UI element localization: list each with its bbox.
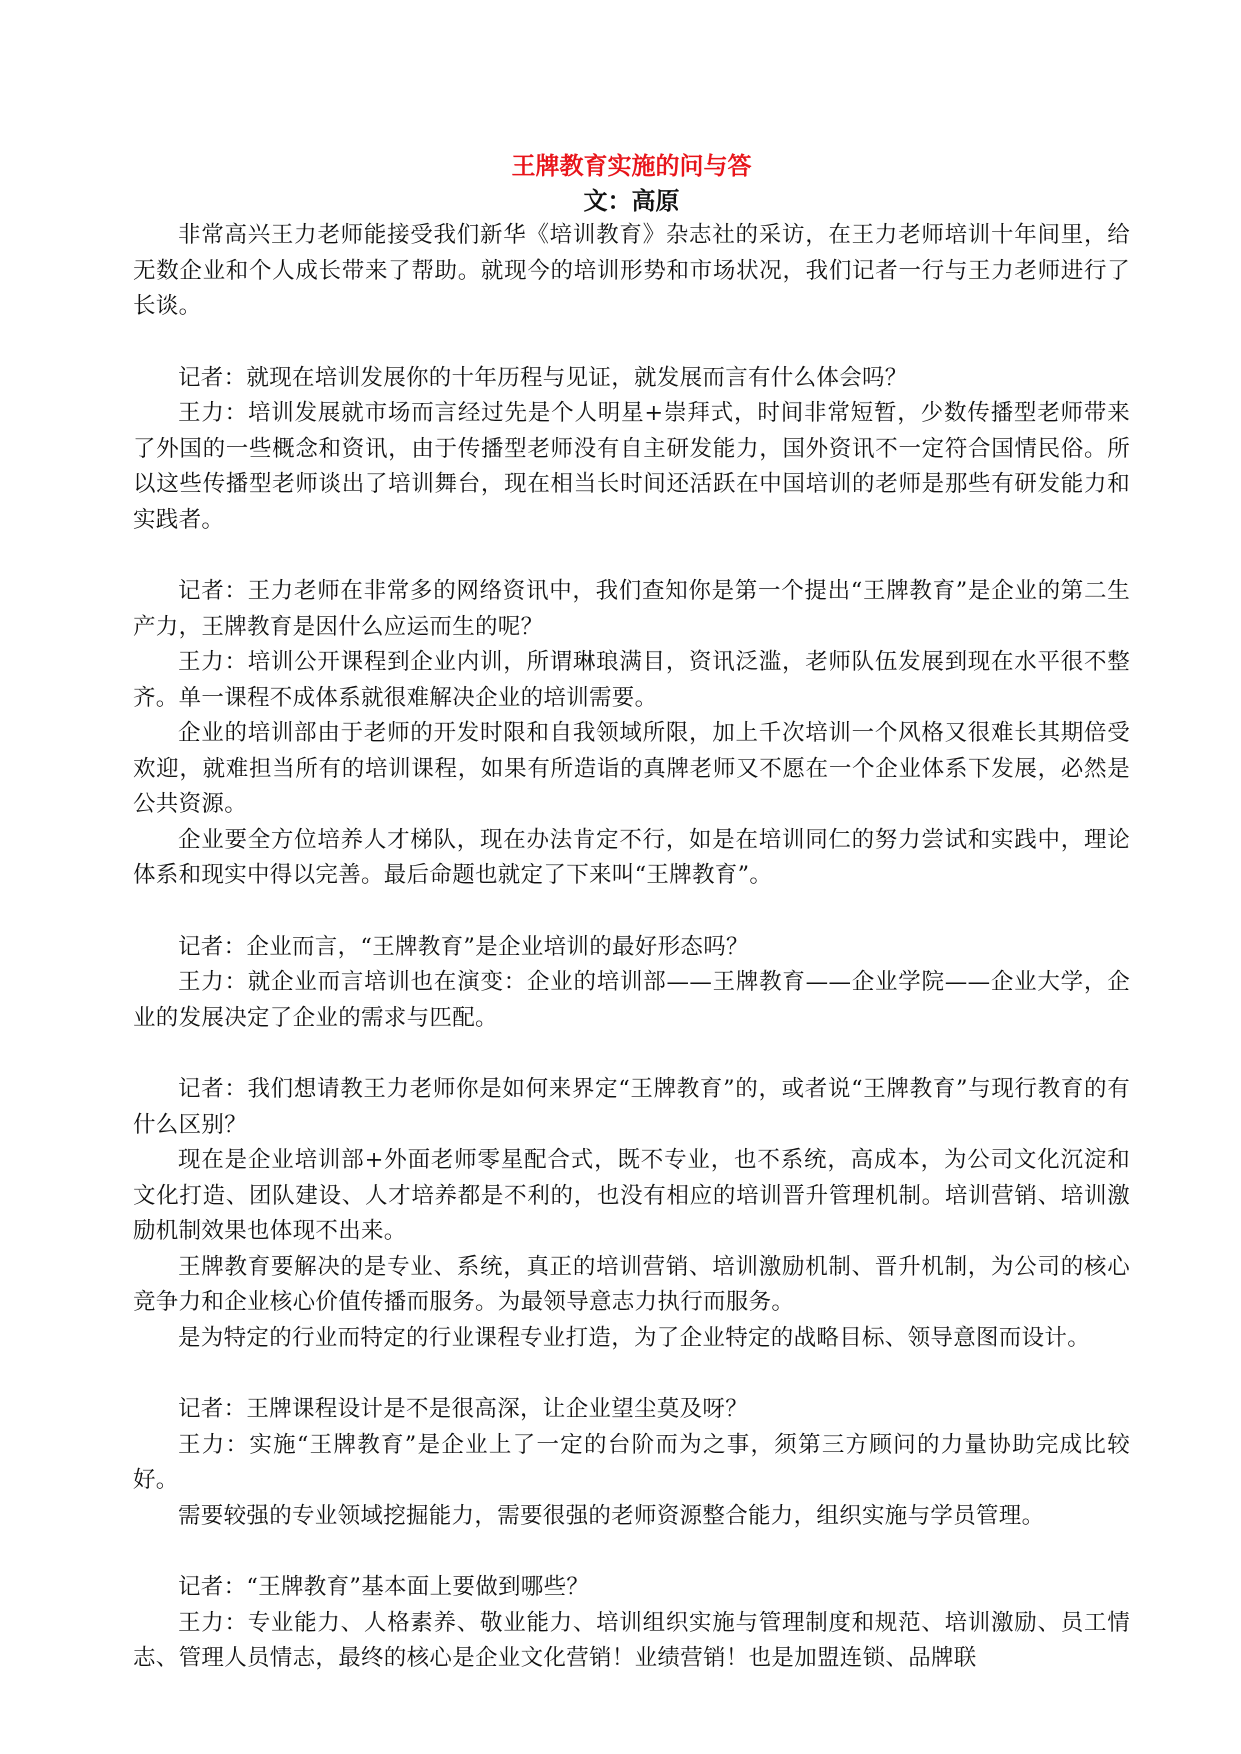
- question-paragraph: 记者：就现在培训发展你的十年历程与见证，就发展而言有什么体会吗？: [178, 364, 908, 391]
- question-paragraph: 记者：王力老师在非常多的网络资讯中，我们查知你是第一个提出“王牌教育”是企业的第二生产力，王牌教育是因什么应运而生的呢？: [133, 578, 1130, 640]
- section-qa-6: [133, 1570, 1130, 1677]
- section-intro: [133, 218, 1130, 325]
- answer-paragraph: 王力：就企业而言培训也在演变：企业的培训部——王牌教育——企业学院——企业大学，企业的发展决定了企业的需求与匹配。: [133, 969, 1130, 1031]
- document-page: [133, 148, 1130, 1677]
- answer-paragraph: 王力：专业能力、人格素养、敬业能力、培训组织实施与管理制度和规范、培训激励、员工情志、管理人员情志，最终的核心是企业文化营销！业绩营销！也是加盟连锁、品牌联: [133, 1609, 1130, 1671]
- section-qa-5: [133, 1392, 1130, 1534]
- section-qa-1: [133, 361, 1130, 539]
- question-paragraph: 记者：“王牌教育”基本面上要做到哪些？: [178, 1574, 590, 1600]
- article-author: 文：高原: [583, 186, 680, 215]
- question-paragraph: 记者：我们想请教王力老师你是如何来界定“王牌教育”的，或者说“王牌教育”与现行教育的有什么区别？: [133, 1076, 1130, 1138]
- answer-paragraph: 王牌教育要解决的是专业、系统，真正的培训营销、培训激励机制、晋升机制，为公司的核心竞争力和企业核心价值传播而服务。为最领导意志力执行而服务。: [133, 1253, 1130, 1315]
- answer-paragraph: 王力：培训发展就市场而言经过先是个人明星+崇拜式，时间非常短暂，少数传播型老师带来了外国的一些概念和资讯，由于传播型老师没有自主研发能力，国外资讯不一定符合国情民俗。所以这些传播型老师谈出了培训舞台，现在相当长时间还活跃在中国培训的老师是那些有研发能力和实践者。: [133, 400, 1130, 533]
- answer-paragraph: 王力：实施“王牌教育”是企业上了一定的台阶而为之事，须第三方顾问的力量协助完成比较好。: [133, 1431, 1130, 1493]
- answer-paragraph: 是为特定的行业而特定的行业课程专业打造，为了企业特定的战略目标、领导意图而设计。: [178, 1324, 1091, 1351]
- answer-paragraph: 需要较强的专业领域挖掘能力，需要很强的老师资源整合能力，组织实施与学员管理。: [178, 1502, 1045, 1529]
- answer-paragraph: 现在是企业培训部+外面老师零星配合式，既不专业，也不系统，高成本，为公司文化沉淀和文化打造、团队建设、人才培养都是不利的，也没有相应的培训晋升管理机制。培训营销、培训激励机制效果也体现不出来。: [133, 1147, 1130, 1244]
- article-title: 王牌教育实施的问与答: [511, 151, 752, 180]
- section-qa-4: [133, 1072, 1130, 1356]
- section-qa-3: [133, 930, 1130, 1037]
- question-paragraph: 记者：企业而言，“王牌教育”是企业培训的最好形态吗？: [178, 933, 749, 960]
- answer-paragraph: 企业的培训部由于老师的开发时限和自我领域所限，加上千次培训一个风格又很难长其期倍受欢迎，就难担当所有的培训课程，如果有所造诣的真牌老师又不愿在一个企业体系下发展，必然是公共资源。: [133, 720, 1130, 817]
- answer-paragraph: 企业要全方位培养人才梯队，现在办法肯定不行，如是在培训同仁的努力尝试和实践中，理论体系和现实中得以完善。最后命题也就定了下来叫“王牌教育”。: [133, 826, 1130, 888]
- question-paragraph: 记者：王牌课程设计是不是很高深，让企业望尘莫及呀？: [178, 1396, 749, 1422]
- section-qa-2: [133, 574, 1130, 894]
- answer-paragraph: 王力：培训公开课程到企业内训，所谓琳琅满目，资讯泛滥，老师队伍发展到现在水平很不整齐。单一课程不成体系就很难解决企业的培训需要。: [133, 649, 1130, 711]
- paragraph: 非常高兴王力老师能接受我们新华《培训教育》杂志社的采访，在王力老师培训十年间里，给无数企业和个人成长带来了帮助。就现今的培训形势和市场状况，我们记者一行与王力老师进行了长谈。: [133, 222, 1130, 319]
